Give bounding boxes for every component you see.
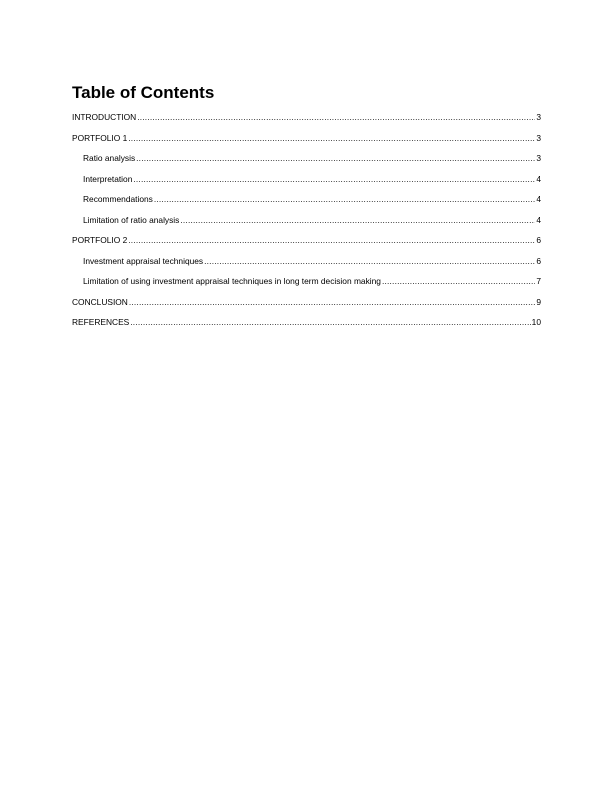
toc-entry-introduction[interactable] xyxy=(72,110,541,131)
toc-dot-leader xyxy=(133,172,535,186)
toc-entry-interpretation[interactable] xyxy=(72,172,541,193)
toc-list xyxy=(72,110,541,336)
toc-page-number: 6 xyxy=(536,235,541,245)
toc-dot-leader xyxy=(382,274,535,288)
toc-page-number: 7 xyxy=(536,276,541,286)
toc-entry-text: PORTFOLIO 1 xyxy=(72,132,128,143)
toc-entry-ratio-analysis[interactable] xyxy=(72,151,541,172)
toc-entry-text: Investment appraisal techniques xyxy=(83,255,204,266)
toc-page-number: 3 xyxy=(536,153,541,163)
toc-dot-leader xyxy=(154,192,536,206)
toc-entry-text: CONCLUSION xyxy=(72,296,128,307)
toc-page-number: 9 xyxy=(536,296,541,307)
toc-entry-references[interactable] xyxy=(72,315,541,336)
toc-dot-leader xyxy=(136,151,535,165)
toc-entry-text: Interpretation xyxy=(83,173,133,184)
toc-dot-leader xyxy=(128,233,535,247)
toc-entry-text: PORTFOLIO 2 xyxy=(72,235,128,245)
toc-entry-text: REFERENCES xyxy=(72,317,130,327)
toc-dot-leader xyxy=(130,315,530,329)
toc-entry-text: INTRODUCTION xyxy=(72,112,137,122)
toc-page-number: 3 xyxy=(536,132,541,143)
toc-page-number: 4 xyxy=(536,214,541,225)
toc-entry-conclusion[interactable] xyxy=(72,295,541,316)
toc-page-number: 4 xyxy=(536,173,541,184)
toc-title: Table of Contents xyxy=(72,83,215,102)
toc-entry-text: Limitation of ratio analysis xyxy=(83,214,180,225)
toc-entry-investment-appraisal-techniques[interactable] xyxy=(72,254,541,275)
toc-entry-limitation-of-investment-appraisal[interactable] xyxy=(72,274,541,295)
toc-page-number: 3 xyxy=(536,112,541,122)
toc-entry-recommendations[interactable] xyxy=(72,192,541,213)
toc-dot-leader xyxy=(128,131,535,145)
toc-page-number: 10 xyxy=(531,317,541,327)
toc-entry-text: Limitation of using investment appraisal techniques in long term decision making xyxy=(83,276,381,286)
toc-entry-portfolio-2[interactable] xyxy=(72,233,541,254)
toc-dot-leader xyxy=(204,254,535,268)
toc-entry-limitation-of-ratio-analysis[interactable] xyxy=(72,213,541,234)
toc-entry-text: Ratio analysis xyxy=(83,153,136,163)
toc-dot-leader xyxy=(129,295,535,309)
toc-entry-portfolio-1[interactable] xyxy=(72,131,541,152)
toc-page-number: 4 xyxy=(536,194,541,204)
toc-page-number: 6 xyxy=(536,255,541,266)
toc-dot-leader xyxy=(180,213,535,227)
toc-entry-text: Recommendations xyxy=(83,194,153,204)
toc-dot-leader xyxy=(137,110,535,124)
